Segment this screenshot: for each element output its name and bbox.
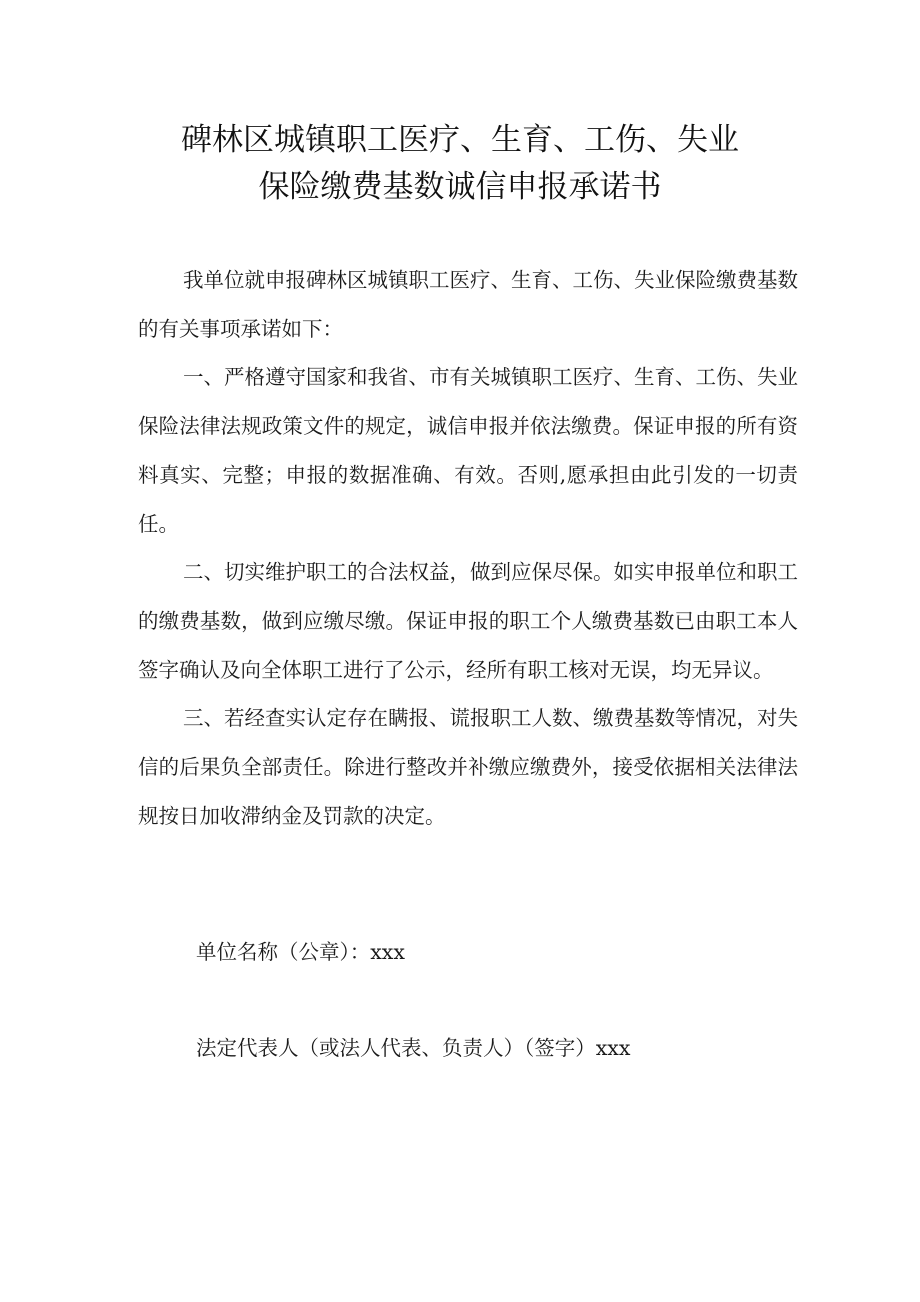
signature-legal-representative: 法定代表人（或法人代表、负责人）（签字）xxx [196,1036,631,1060]
paragraph-item-2: 二、切实维护职工的合法权益，做到应保尽保。如实申报单位和职工的缴费基数，做到应缴尽缴。保证申报的职工个人缴费基数已由职工本人签字确认及向全体职工进行了公示，经所有职工核对无误，均无异议。 [138,560,798,682]
document-title-line-2: 保险缴费基数诚信申报承诺书 [258,169,662,205]
document-body [138,256,798,840]
paragraph-item-3: 三、若经查实认定存在瞒报、谎报职工人数、缴费基数等情况，对失信的后果负全部责任。除进行整改并补缴应缴费外，接受依据相关法律法规按日加收滞纳金及罚款的决定。 [138,706,798,828]
signature-unit-name: 单位名称（公章）：xxx [196,940,405,964]
document-title-line-1: 碑林区城镇职工医疗、生育、工伤、失业 [181,122,739,158]
paragraph-intro: 我单位就申报碑林区城镇职工医疗、生育、工伤、失业保险缴费基数的有关事项承诺如下： [138,268,798,341]
paragraph-item-1: 一、严格遵守国家和我省、市有关城镇职工医疗、生育、工伤、失业保险法律法规政策文件的规定，诚信申报并依法缴费。保证申报的所有资料真实、完整；申报的数据准确、有效。否则,愿承担由此引发的一切责任。 [138,365,798,536]
